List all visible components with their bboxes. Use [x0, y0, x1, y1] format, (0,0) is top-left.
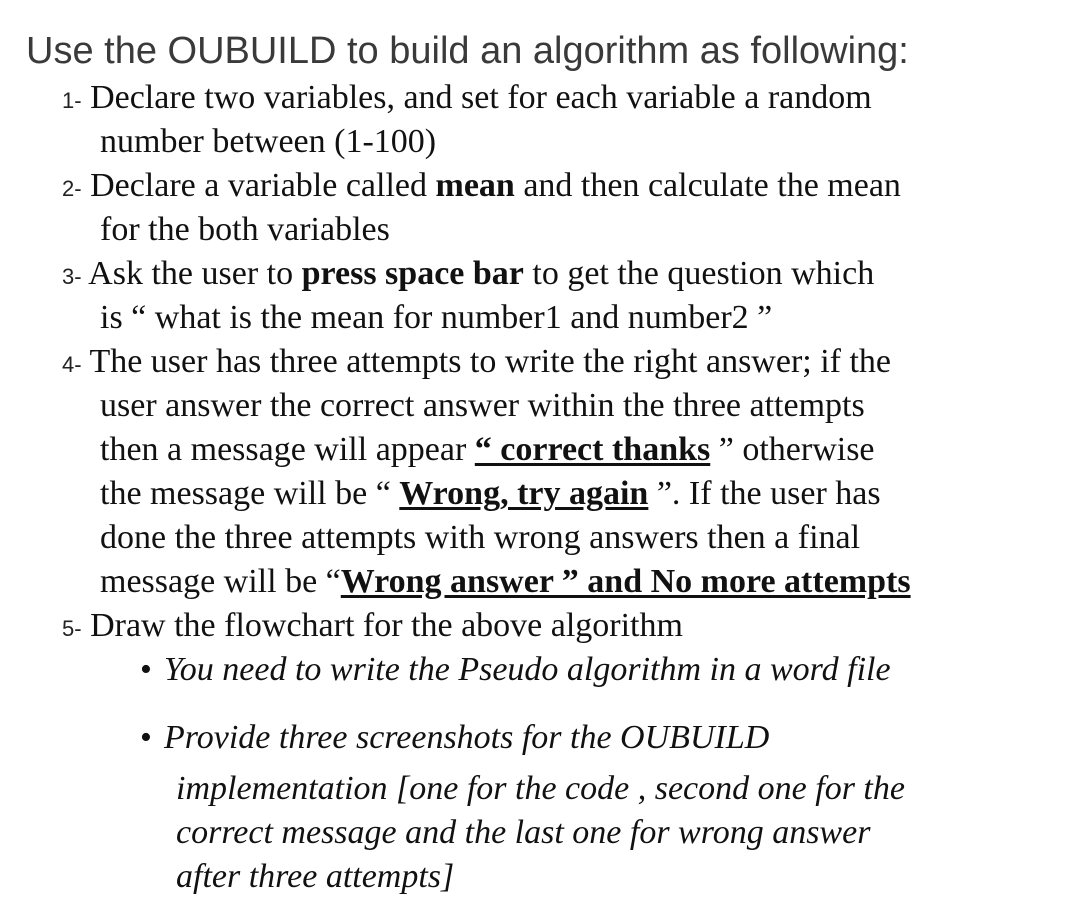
- step-4-line-6: [100, 560, 911, 604]
- step-4-line-3: [100, 428, 875, 472]
- step-2: [62, 164, 901, 211]
- step-4-text: The user has three attempts to write the right answer; if the: [81, 343, 892, 380]
- wrong-message-text: Wrong, try again: [399, 475, 649, 512]
- step-3-text-post: to get the question which: [523, 255, 875, 292]
- step-1-text: Declare two variables, and set for each variable a random: [81, 79, 872, 116]
- step-3-text-pre: Ask the user to: [81, 255, 302, 292]
- step-3-bold-term: press space bar: [301, 255, 524, 292]
- final-message-text: Wrong answer ” and No more attempts: [340, 563, 911, 600]
- step-4-line-4: [100, 472, 881, 516]
- step-4-line-3-pre: then a message will appear: [100, 431, 475, 468]
- step-3-number: 3-: [62, 264, 82, 289]
- bullet-dot-icon: •: [140, 719, 152, 756]
- step-2-number: 2-: [62, 176, 82, 201]
- page-title: Use the OUBUILD to build an algorithm as following:: [26, 30, 909, 72]
- step-3-continuation: is “ what is the mean for number1 and number2 ”: [100, 299, 773, 336]
- step-1-continuation: number between (1-100): [100, 123, 437, 160]
- bullet-2-line-3: correct message and the last one for wrong answer: [176, 814, 871, 851]
- step-2-text-post: and then calculate the mean: [514, 167, 901, 204]
- correct-message-text: “ correct thanks: [474, 431, 711, 468]
- step-1: [62, 76, 872, 123]
- bullet-2-line-2: implementation [one for the code , second one for the: [176, 770, 905, 807]
- step-2-bold-term: mean: [435, 167, 515, 204]
- bullet-2-line-4: after three attempts]: [176, 858, 455, 895]
- bullet-1-text: You need to write the Pseudo algorithm in a word file: [164, 651, 891, 688]
- step-4-line-4-pre: the message will be “: [100, 475, 400, 512]
- step-5-number: 5-: [62, 616, 82, 641]
- step-4-number: 4-: [62, 352, 82, 377]
- bullet-2-text: Provide three screenshots for the OUBUILD: [164, 719, 770, 756]
- step-4: [62, 340, 891, 387]
- step-4-line-5: done the three attempts with wrong answers then a final: [100, 519, 861, 556]
- step-1-number: 1-: [62, 88, 82, 113]
- step-5-text: Draw the flowchart for the above algorithm: [81, 607, 683, 644]
- step-4-line-4-post: ”. If the user has: [648, 475, 881, 512]
- bullet-item-1: [140, 648, 891, 692]
- step-3: [62, 252, 874, 299]
- bullet-item-2: [140, 716, 769, 760]
- step-5: [62, 604, 683, 651]
- bullet-dot-icon: •: [140, 651, 152, 688]
- step-4-line-3-post: ” otherwise: [710, 431, 875, 468]
- step-4-line-6-pre: message will be “: [100, 563, 341, 600]
- step-2-text-pre: Declare a variable called: [81, 167, 436, 204]
- step-2-continuation: for the both variables: [100, 211, 390, 248]
- step-4-line-2: user answer the correct answer within the three attempts: [100, 387, 865, 424]
